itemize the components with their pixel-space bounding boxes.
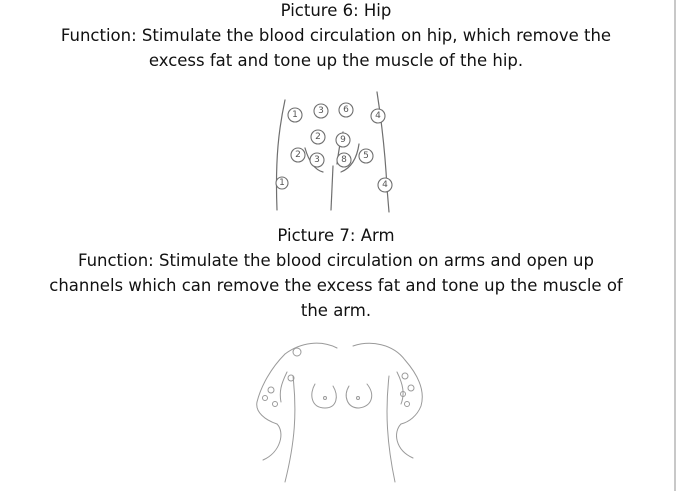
svg-text:2: 2	[295, 150, 301, 160]
svg-text:1: 1	[279, 178, 285, 188]
hip-point-2-center	[311, 130, 325, 144]
svg-text:4: 4	[382, 180, 388, 190]
svg-text:4: 4	[375, 111, 381, 121]
svg-text:5: 5	[363, 151, 369, 161]
svg-text:3: 3	[318, 106, 324, 116]
arm-function-line-3: the arm.	[300, 301, 372, 320]
hip-title: Picture 6: Hip	[280, 1, 392, 20]
svg-text:6: 6	[343, 105, 349, 115]
hip-acupoint-sketch	[265, 88, 405, 216]
arm-title: Picture 7: Arm	[277, 226, 395, 245]
hip-point-5-right	[359, 149, 373, 163]
hip-point-4-top	[371, 109, 385, 123]
hip-point-1-top	[288, 108, 302, 122]
hip-function-line-1: Function: Stimulate the blood circulation on hip, which remove the	[60, 26, 612, 45]
hip-point-3-center	[310, 153, 324, 167]
arm-function-line-2: channels which can remove the excess fat and tone up the muscle of	[49, 276, 623, 295]
svg-text:3: 3	[314, 155, 320, 165]
hip-point-3-top	[314, 104, 328, 118]
hip-point-1-bottom	[276, 177, 288, 189]
svg-text:1: 1	[292, 110, 298, 120]
hip-point-2-left	[291, 148, 305, 162]
hip-point-4-bottom	[378, 178, 392, 192]
svg-text:2: 2	[315, 132, 321, 142]
hip-point-9-center	[336, 133, 350, 147]
arm-function-line-1: Function: Stimulate the blood circulation on arms and open up	[77, 251, 594, 270]
hip-function-line-2: excess fat and tone up the muscle of the hip.	[148, 51, 524, 70]
svg-text:9: 9	[340, 135, 346, 145]
hip-point-6-top	[339, 103, 353, 117]
arm-acupoint-sketch	[245, 332, 435, 490]
svg-text:8: 8	[341, 155, 347, 165]
hip-point-8-center	[337, 153, 351, 167]
